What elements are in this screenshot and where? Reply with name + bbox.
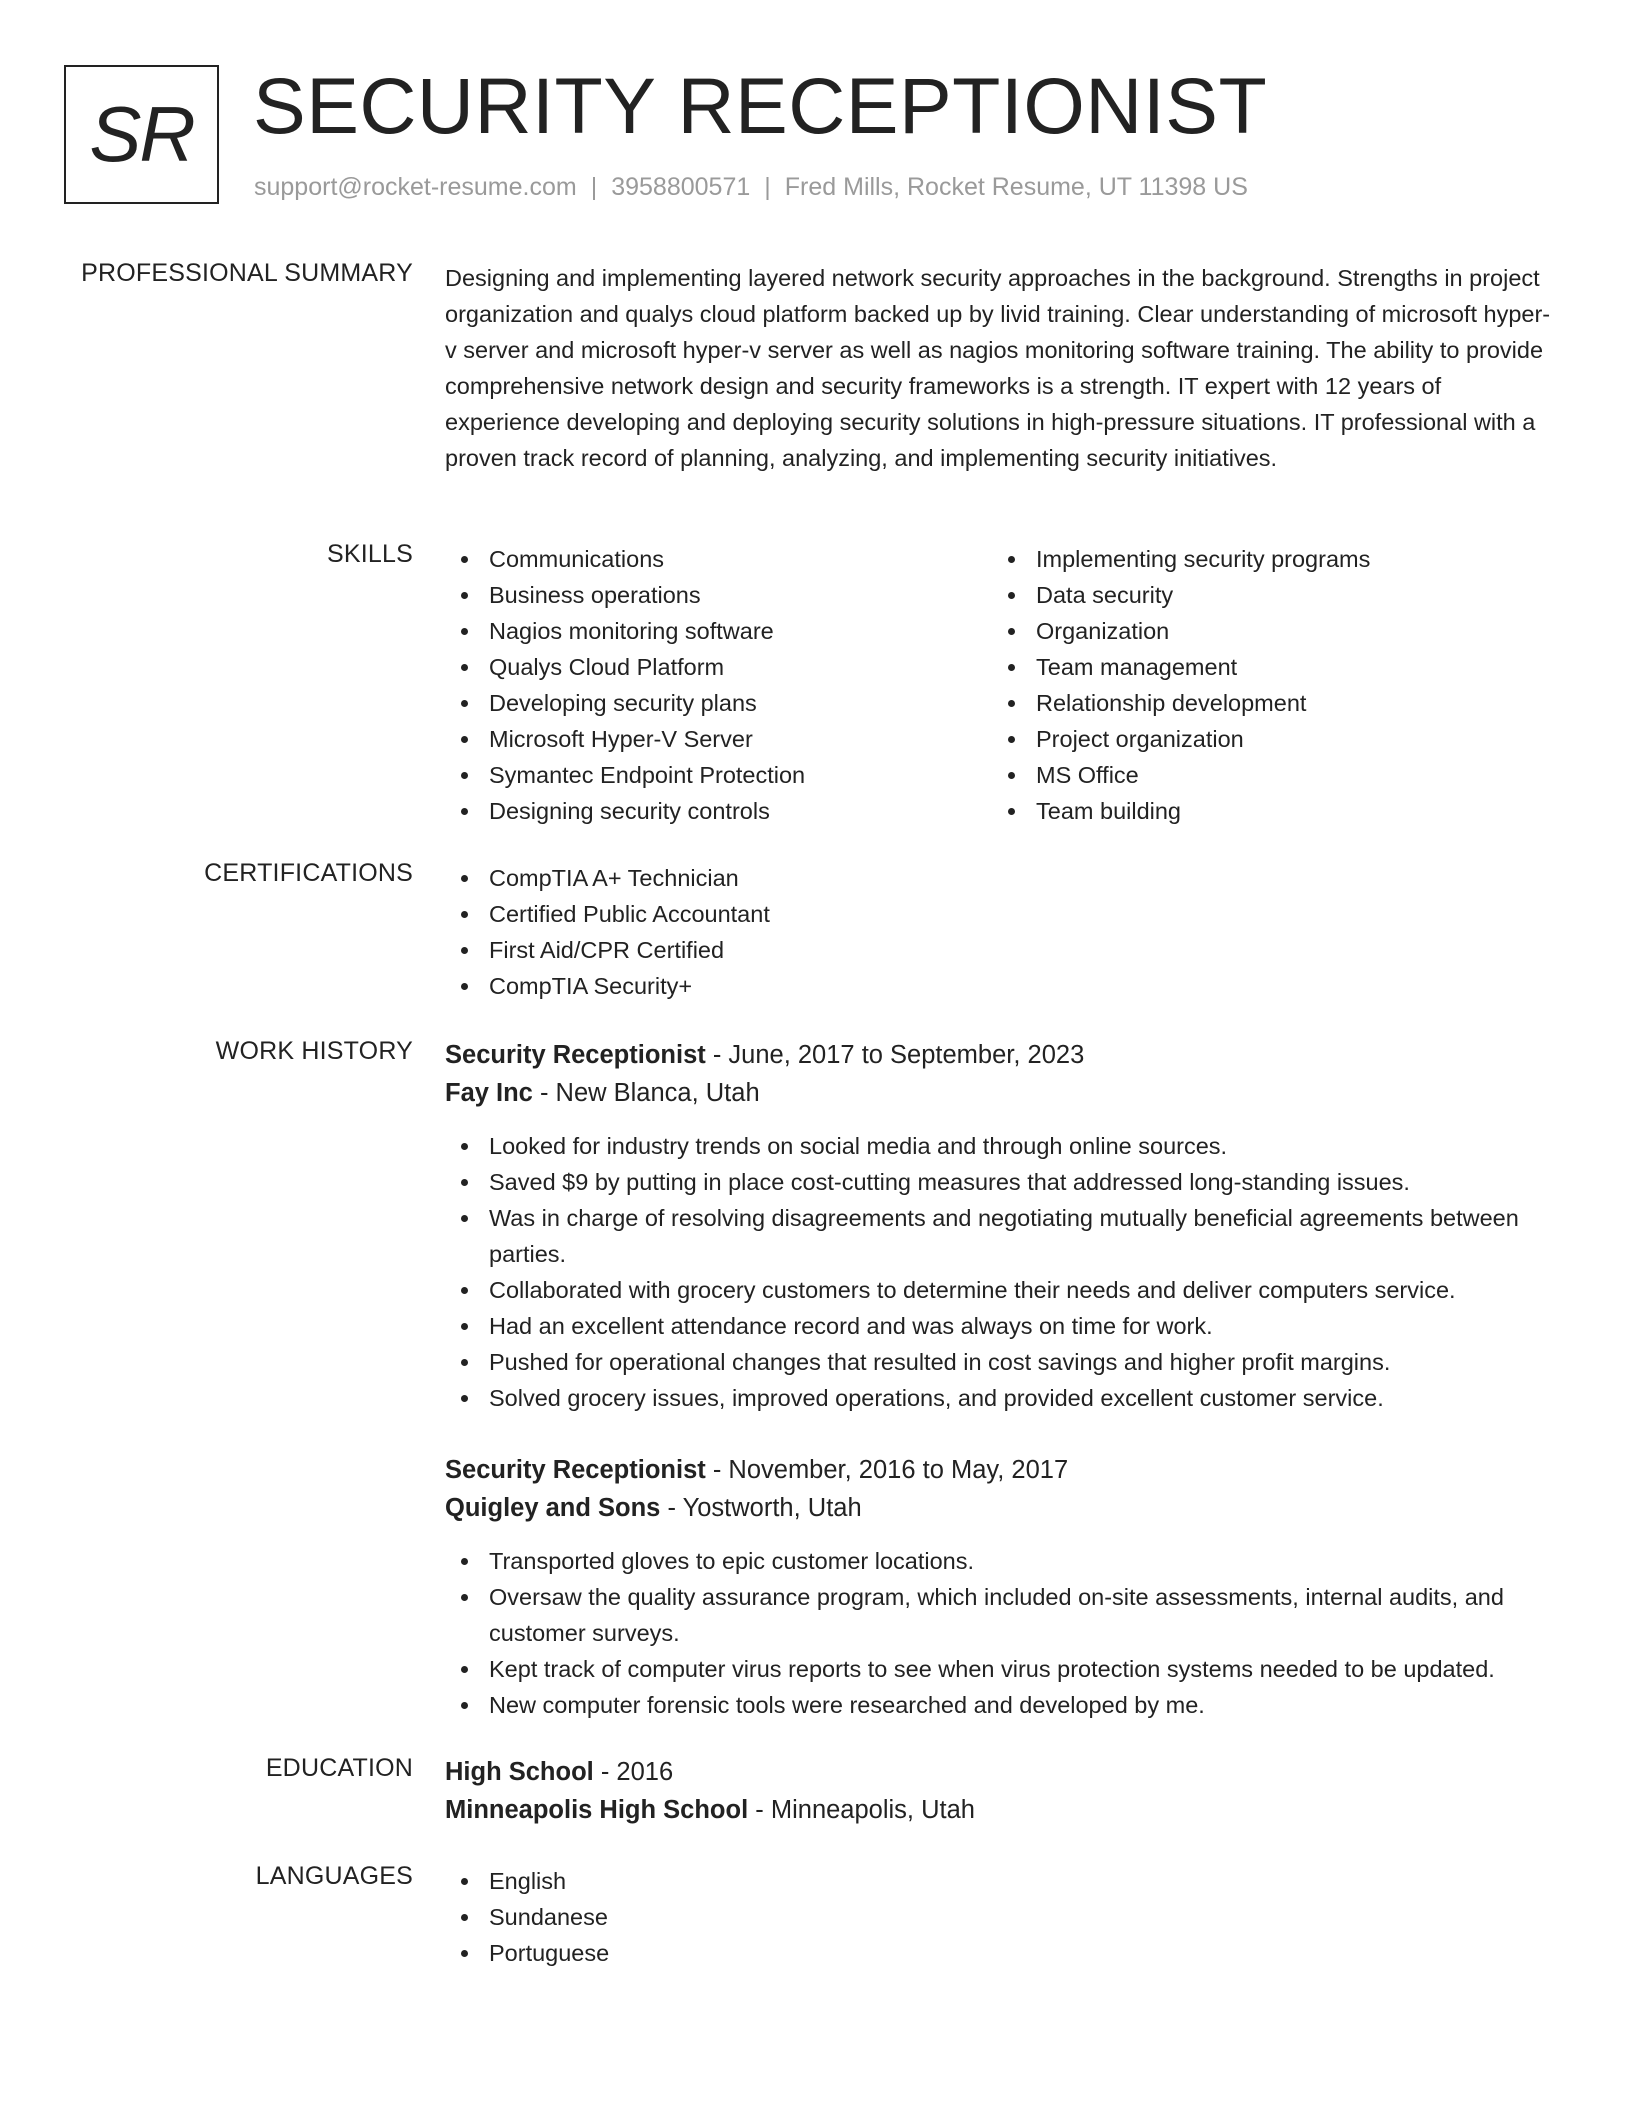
- job-dates: - November, 2016 to May, 2017: [705, 1456, 1069, 1484]
- job-entry: [445, 1036, 1555, 1416]
- resume-header: [64, 61, 1572, 208]
- section-label: EDUCATION: [265, 1754, 413, 1782]
- list-item: First Aid/CPR Certified: [445, 932, 1555, 968]
- list-item: Portuguese: [445, 1935, 1555, 1971]
- list-item: Nagios monitoring software: [445, 613, 992, 649]
- section-label: CERTIFICATIONS: [204, 859, 413, 887]
- list-item: Team management: [992, 649, 1539, 685]
- graduation-year: - 2016: [593, 1758, 674, 1786]
- list-item: Solved grocery issues, improved operations, and provided excellent customer service.: [445, 1380, 1555, 1416]
- resume-title: SECURITY RECEPTIONIST: [253, 61, 1268, 150]
- list-item: Had an excellent attendance record and was always on time for work.: [445, 1308, 1555, 1344]
- education-body: [445, 1753, 1555, 1829]
- employer: Fay Inc: [445, 1079, 533, 1107]
- list-item: Pushed for operational changes that resulted in cost savings and higher profit margins.: [445, 1344, 1555, 1380]
- skills-list-right: [992, 541, 1539, 829]
- section-label: WORK HISTORY: [215, 1037, 413, 1065]
- list-item: English: [445, 1863, 1555, 1899]
- work-history-body: [445, 1036, 1555, 1723]
- list-item: New computer forensic tools were researched and developed by me.: [445, 1687, 1555, 1723]
- list-item: Kept track of computer virus reports to see when virus protection systems needed to be updated.: [445, 1651, 1555, 1687]
- list-item: Saved $9 by putting in place cost-cutting measures that addressed long-standing issues.: [445, 1164, 1555, 1200]
- list-item: CompTIA A+ Technician: [445, 860, 1555, 896]
- separator: |: [764, 173, 771, 201]
- list-item: Data security: [992, 577, 1539, 613]
- list-item: CompTIA Security+: [445, 968, 1555, 1004]
- school: Minneapolis High School: [445, 1796, 749, 1824]
- contact-line: [254, 173, 1248, 202]
- languages-list: [445, 1863, 1555, 1971]
- certifications-list: [445, 860, 1555, 1004]
- list-item: Symantec Endpoint Protection: [445, 757, 992, 793]
- list-item: Looked for industry trends on social media and through online sources.: [445, 1128, 1555, 1164]
- separator: |: [590, 173, 598, 201]
- summary-body: [445, 260, 1555, 476]
- job-dates: - June, 2017 to September, 2023: [705, 1041, 1085, 1069]
- list-item: Relationship development: [992, 685, 1539, 721]
- section-label: PROFESSIONAL SUMMARY: [81, 259, 413, 287]
- list-item: Microsoft Hyper-V Server: [445, 721, 992, 757]
- monogram: SR: [64, 65, 219, 204]
- address: Fred Mills, Rocket Resume, UT 11398 US: [784, 173, 1248, 201]
- summary-text: Designing and implementing layered network security approaches in the background. Strengths in project organization and qualys cloud platform backed up by livid training. Clear understanding of microsoft hyper-v server and microsoft hyper-v server as well as nagios monitoring software training. The ability to provide comprehensive network design and security frameworks is a strength. IT expert with 12 years of experience developing and deploying security solutions in high-pressure situations. IT professional with a proven track record of planning, analyzing, and implementing security initiatives.: [445, 265, 1551, 471]
- job-duties: [445, 1543, 1555, 1723]
- list-item: Sundanese: [445, 1899, 1555, 1935]
- list-item: Certified Public Accountant: [445, 896, 1555, 932]
- skills-list-left: [445, 541, 992, 829]
- skills-body: [445, 541, 1555, 829]
- phone: 3958800571: [611, 173, 751, 201]
- school-line: [445, 1791, 1555, 1829]
- list-item: Transported gloves to epic customer locations.: [445, 1543, 1555, 1579]
- list-item: MS Office: [992, 757, 1539, 793]
- job-title: Security Receptionist: [445, 1456, 706, 1484]
- list-item: Business operations: [445, 577, 992, 613]
- list-item: Team building: [992, 793, 1539, 829]
- employer-line: [445, 1074, 1555, 1112]
- degree-line: [445, 1753, 1555, 1791]
- job-location: - New Blanca, Utah: [532, 1079, 760, 1107]
- certifications-body: [445, 860, 1555, 1004]
- list-item: Oversaw the quality assurance program, which included on-site assessments, internal audits, and customer surveys.: [445, 1579, 1555, 1651]
- school-location: - Minneapolis, Utah: [748, 1796, 975, 1824]
- job-title: Security Receptionist: [445, 1041, 706, 1069]
- job-duties: [445, 1128, 1555, 1416]
- languages-body: [445, 1863, 1555, 1971]
- employer: Quigley and Sons: [445, 1494, 661, 1522]
- section-label: LANGUAGES: [255, 1862, 413, 1890]
- list-item: Qualys Cloud Platform: [445, 649, 992, 685]
- job-title-line: [445, 1451, 1555, 1489]
- job-title-line: [445, 1036, 1555, 1074]
- list-item: Organization: [992, 613, 1539, 649]
- list-item: Was in charge of resolving disagreements and negotiating mutually beneficial agreements between parties.: [445, 1200, 1555, 1272]
- list-item: Collaborated with grocery customers to determine their needs and deliver computers service.: [445, 1272, 1555, 1308]
- list-item: Designing security controls: [445, 793, 992, 829]
- list-item: Developing security plans: [445, 685, 992, 721]
- list-item: Implementing security programs: [992, 541, 1539, 577]
- list-item: Project organization: [992, 721, 1539, 757]
- employer-line: [445, 1489, 1555, 1527]
- section-label: SKILLS: [327, 540, 413, 568]
- job-entry: [445, 1451, 1555, 1723]
- degree: High School: [445, 1758, 594, 1786]
- email: support@rocket-resume.com: [254, 173, 577, 201]
- job-location: - Yostworth, Utah: [660, 1494, 862, 1522]
- list-item: Communications: [445, 541, 992, 577]
